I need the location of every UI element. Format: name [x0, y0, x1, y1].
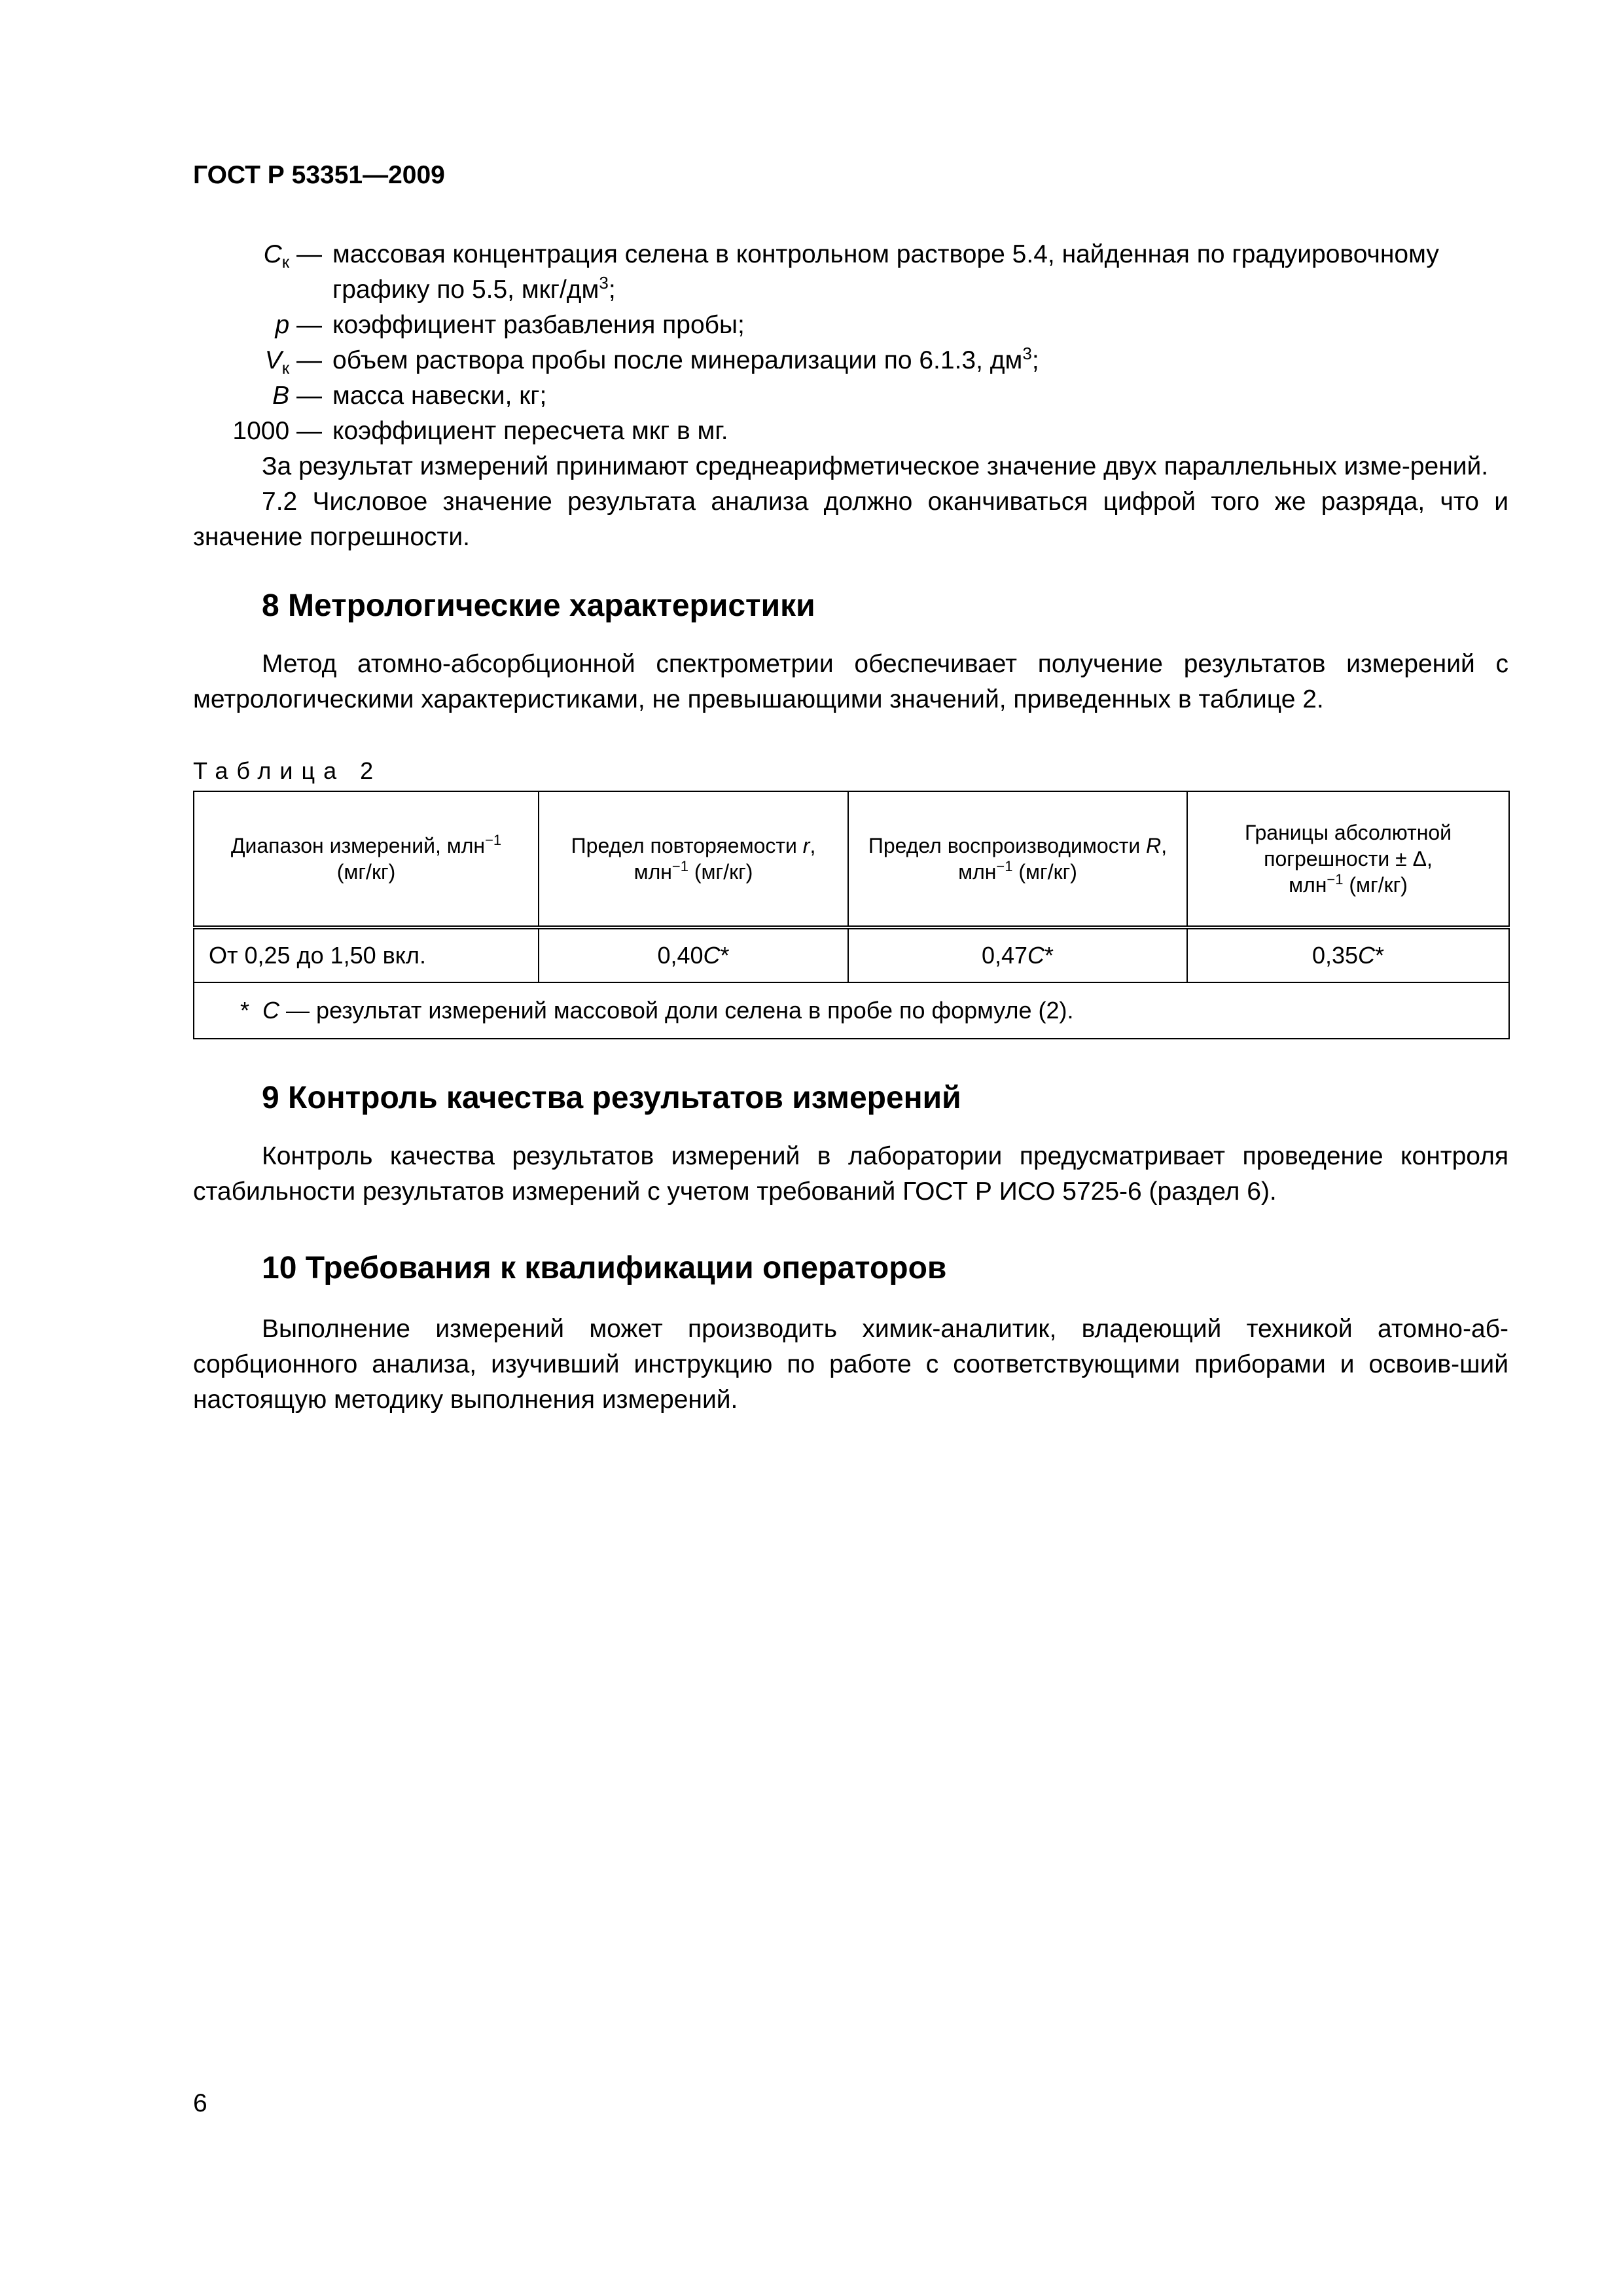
variable-definitions [193, 237, 1508, 449]
header-sup: −1 [485, 832, 502, 848]
header-var: r [802, 834, 810, 857]
cell-number: 0,47 [981, 942, 1028, 969]
variable-symbol [193, 378, 332, 414]
header-text: (мг/кг) [1343, 873, 1408, 897]
superscript: 3 [599, 273, 609, 293]
section-10-heading: 10 Требования к квалификации операторов [262, 1251, 947, 1285]
header-repeatability [539, 791, 848, 927]
variable-row [193, 414, 1508, 449]
table-header-row [194, 791, 1509, 927]
variable-description: коэффициент пересчета мкг в мг. [332, 417, 728, 445]
section-8-text: Метод атомно-абсорбционной спектрометрии обеспечивает получение результатов измерений с метрологическими характеристиками, не превышающими значений, приведенных в таблице 2. [193, 650, 1508, 713]
cell-star: * [1044, 942, 1054, 969]
section-8-heading: 8 Метрологические характеристики [262, 588, 815, 623]
header-sup: −1 [1327, 871, 1344, 888]
header-text: (мг/кг) [336, 860, 396, 884]
variable-description: коэффициент разбавления пробы; [332, 311, 745, 339]
cell-star: * [720, 942, 730, 969]
table-row [194, 927, 1509, 982]
description-text: массовая концентрация селена в контрольном растворе 5.4, найденная по градуировочному графику по 5.5, мкг/дм [332, 240, 1439, 304]
header-text: Границы абсолютной [1244, 821, 1452, 844]
symbol-letter: B [272, 382, 290, 410]
header-text: , [810, 834, 816, 857]
page-content [193, 237, 1508, 1418]
header-text: (мг/кг) [688, 860, 753, 884]
variable-row [193, 378, 1508, 414]
cell-range: От 0,25 до 1,50 вкл. [194, 927, 539, 982]
paragraph-7-2: 7.2 Числовое значение результата анализа должно оканчиваться цифрой того же разряда, что и значение погрешности. [193, 488, 1508, 551]
description-text: объем раствора пробы после минерализации по 6.1.3, дм [332, 346, 1023, 374]
variable-row [193, 343, 1508, 378]
symbol-letter: V [264, 346, 282, 374]
dash: — [296, 311, 322, 339]
cell-var: C [1358, 942, 1376, 969]
cell-R-value [848, 927, 1187, 982]
cell-number: 0,35 [1311, 942, 1359, 969]
variable-row [193, 308, 1508, 343]
table-footnote [194, 982, 1509, 1039]
footnote-star: * [240, 997, 250, 1024]
header-text: млн [1289, 873, 1327, 897]
header-error-bounds [1187, 791, 1509, 927]
page-number: 6 [193, 2089, 207, 2117]
header-range [194, 791, 539, 927]
paragraph-result: За результат измерений принимают среднеарифметическое значение двух параллельных изме-рений. [262, 452, 1489, 480]
variable-symbol [193, 237, 332, 308]
header-sup: −1 [671, 858, 688, 874]
dash: — [296, 417, 322, 445]
variable-symbol [193, 414, 332, 449]
dash: — [296, 240, 322, 268]
variable-description [332, 343, 1508, 378]
symbol-subscript: к [281, 252, 290, 272]
table-footnote-row [194, 982, 1509, 1039]
cell-r-value [539, 927, 848, 982]
cell-var: C [703, 942, 721, 969]
header-text: (мг/кг) [1012, 860, 1077, 884]
symbol-letter: p [275, 311, 290, 339]
symbol-letter: C [263, 240, 282, 268]
variable-description [332, 237, 1508, 308]
document-code-header: ГОСТ Р 53351—2009 [193, 161, 445, 189]
superscript: 3 [1022, 344, 1032, 363]
description-tail: ; [1031, 346, 1039, 374]
symbol-number: 1000 [232, 417, 290, 445]
variable-symbol [193, 343, 332, 378]
symbol-subscript: к [281, 358, 290, 378]
description-tail: ; [608, 276, 616, 304]
cell-star: * [1375, 942, 1385, 969]
header-sup: −1 [996, 858, 1013, 874]
header-text: Предел воспроизводимости [868, 834, 1147, 857]
header-var: R [1146, 834, 1162, 857]
table-caption: Таблица 2 [193, 757, 382, 784]
cell-number: 0,40 [657, 942, 704, 969]
dash: — [296, 346, 322, 374]
section-10-text: Выполнение измерений может производить химик-аналитик, владеющий техникой атомно-аб-сорбционного анализа, изучивший инструкцию по работе с соответствующими приборами и освоив-ший настоящую методику выполнения измерений. [193, 1315, 1508, 1414]
variable-row [193, 237, 1508, 308]
dash: — [296, 382, 322, 410]
footnote-text: — результат измерений массовой доли селена в пробе по формуле (2). [286, 997, 1074, 1024]
cell-delta-value [1187, 927, 1509, 982]
header-reproducibility [848, 791, 1187, 927]
footnote-var: C [262, 997, 280, 1024]
section-9-heading: 9 Контроль качества результатов измерений [262, 1081, 961, 1115]
section-9-text: Контроль качества результатов измерений в лаборатории предусматривает проведение контроля стабильности результатов измерений с учетом требований ГОСТ Р ИСО 5725-6 (раздел 6). [193, 1142, 1508, 1206]
cell-var: C [1027, 942, 1045, 969]
header-text: погрешности ± Δ, [1264, 847, 1433, 870]
variable-symbol [193, 308, 332, 343]
header-text: Диапазон измерений, млн [230, 834, 486, 857]
header-text: млн [958, 860, 997, 884]
variable-description: масса навески, кг; [332, 382, 547, 410]
header-text: млн [633, 860, 672, 884]
header-text: Предел повторяемости [571, 834, 803, 857]
header-text: , [1161, 834, 1168, 857]
metrology-table [193, 791, 1510, 1039]
